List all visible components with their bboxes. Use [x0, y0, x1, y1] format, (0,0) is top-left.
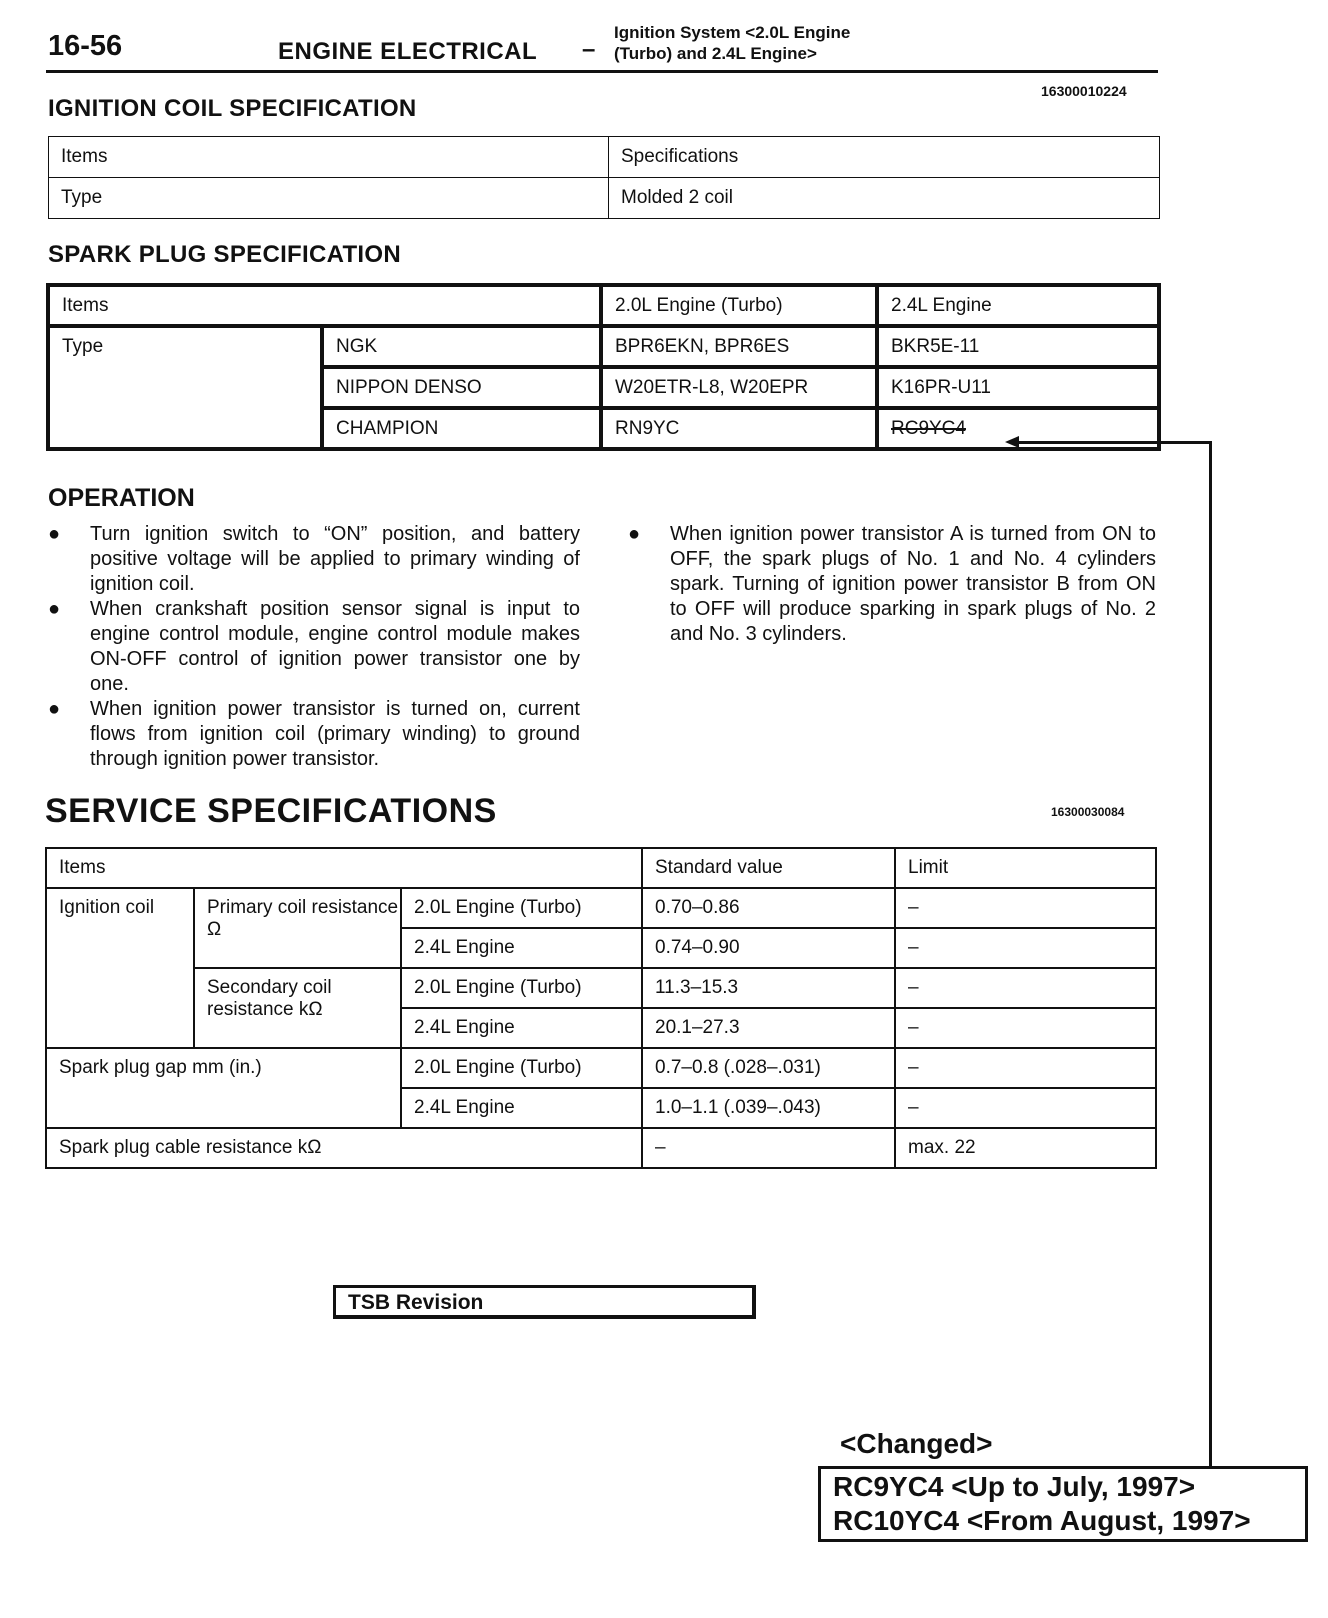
svc-limit: – — [895, 1008, 1156, 1048]
table-row — [46, 968, 1156, 1008]
svc-limit: – — [895, 928, 1156, 968]
tsb-revision-box — [333, 1285, 756, 1319]
plug-24-value: K16PR-U11 — [877, 367, 1159, 408]
changed-line-2: RC10YC4 <From August, 1997> — [833, 1505, 1251, 1536]
svc-standard: 0.74–0.90 — [642, 928, 895, 968]
operation-list-left — [48, 522, 580, 772]
list-item-text: When ignition power transistor A is turned from ON to OFF, the spark plugs of No. 1 and No. 4 cylinders spark. Turning of ignition power transistor B from ON to OFF will produce sparking in spark plugs of No. 2 and No. 3 cylinders. — [670, 523, 1156, 645]
svc-limit: – — [895, 888, 1156, 928]
svc-primary-coil: Primary coil resistance Ω — [194, 888, 401, 968]
plug-turbo-value: W20ETR-L8, W20EPR — [601, 367, 877, 408]
subsection-line-1: Ignition System <2.0L Engine — [614, 23, 851, 42]
svc-col-items: Items — [46, 848, 642, 888]
list-item-text: Turn ignition switch to “ON” position, and battery positive voltage will be applied to primary winding of ignition coil. — [90, 523, 580, 595]
plug-col-turbo: 2.0L Engine (Turbo) — [601, 285, 877, 326]
plug-spec-table — [46, 283, 1161, 451]
bullet-icon: ● — [48, 523, 61, 545]
svc-spark-gap: Spark plug gap mm (in.) — [46, 1048, 401, 1128]
list-item — [48, 597, 580, 697]
service-spec-table — [45, 847, 1157, 1169]
subsection-line-2: (Turbo) and 2.4L Engine> — [614, 44, 817, 63]
svc-limit: – — [895, 968, 1156, 1008]
svc-col-limit: Limit — [895, 848, 1156, 888]
struck-part-number: RC9YC4 — [891, 417, 966, 439]
svc-standard: 1.0–1.1 (.039–.043) — [642, 1088, 895, 1128]
svc-standard: 11.3–15.3 — [642, 968, 895, 1008]
list-item — [628, 522, 1156, 647]
leader-line-horizontal — [1015, 441, 1212, 444]
table-row — [46, 1128, 1156, 1168]
tsb-revision-label: TSB Revision — [348, 1291, 484, 1314]
coil-spec-heading: IGNITION COIL SPECIFICATION — [48, 95, 417, 122]
list-item — [48, 522, 580, 597]
plug-turbo-value: BPR6EKN, BPR6ES — [601, 326, 877, 367]
svc-ignition-coil: Ignition coil — [46, 888, 194, 1048]
subsection-title — [614, 22, 850, 64]
bullet-icon: ● — [48, 598, 61, 620]
table-row — [49, 178, 1160, 219]
svc-engine: 2.0L Engine (Turbo) — [401, 1048, 642, 1088]
page-number: 16-56 — [48, 30, 123, 62]
changed-line-1: RC9YC4 <Up to July, 1997> — [833, 1471, 1196, 1502]
header-rule — [46, 70, 1158, 73]
svc-standard: 0.7–0.8 (.028–.031) — [642, 1048, 895, 1088]
svc-engine: 2.0L Engine (Turbo) — [401, 888, 642, 928]
svc-limit: – — [895, 1088, 1156, 1128]
coil-col-specs: Specifications — [609, 137, 1160, 178]
list-item-text: When ignition power transistor is turned on, current flows from ignition coil (primary winding) to ground through ignition power transistor. — [90, 698, 580, 770]
list-item-text: When crankshaft position sensor signal is input to engine control module, engine control module makes ON-OFF control of ignition power transistor one by one. — [90, 598, 580, 695]
operation-heading: OPERATION — [48, 484, 195, 512]
svc-limit: – — [895, 1048, 1156, 1088]
changed-note-title: <Changed> — [840, 1428, 993, 1459]
svc-engine: 2.4L Engine — [401, 1088, 642, 1128]
bullet-icon: ● — [48, 698, 61, 720]
service-spec-heading: SERVICE SPECIFICATIONS — [45, 792, 497, 830]
svc-cable-resistance: Spark plug cable resistance kΩ — [46, 1128, 642, 1168]
section-dash: – — [582, 36, 596, 63]
plug-spec-heading: SPARK PLUG SPECIFICATION — [48, 241, 401, 268]
plug-col-items: Items — [48, 285, 601, 326]
plug-type-label: Type — [48, 326, 322, 449]
bullet-icon: ● — [628, 523, 641, 545]
svc-col-standard: Standard value — [642, 848, 895, 888]
plug-brand: NGK — [322, 326, 601, 367]
svc-limit: max. 22 — [895, 1128, 1156, 1168]
coil-spec-code: 16300010224 — [1041, 83, 1127, 99]
svc-standard: – — [642, 1128, 895, 1168]
svc-standard: 20.1–27.3 — [642, 1008, 895, 1048]
svc-standard: 0.70–0.86 — [642, 888, 895, 928]
table-row — [46, 848, 1156, 888]
plug-col-24: 2.4L Engine — [877, 285, 1159, 326]
svc-engine: 2.4L Engine — [401, 1008, 642, 1048]
list-item — [48, 697, 580, 772]
operation-list-right — [628, 522, 1156, 647]
table-row — [46, 1048, 1156, 1088]
section-title: ENGINE ELECTRICAL — [278, 38, 538, 65]
leader-line-vertical — [1209, 441, 1212, 1468]
service-spec-code: 16300030084 — [1051, 805, 1125, 819]
plug-brand: NIPPON DENSO — [322, 367, 601, 408]
coil-type-value: Molded 2 coil — [609, 178, 1160, 219]
plug-24-value: BKR5E-11 — [877, 326, 1159, 367]
plug-brand: CHAMPION — [322, 408, 601, 449]
svc-secondary-coil: Secondary coil resistance kΩ — [194, 968, 401, 1048]
plug-turbo-value: RN9YC — [601, 408, 877, 449]
changed-note-box — [818, 1466, 1308, 1542]
coil-col-items: Items — [49, 137, 609, 178]
coil-type-label: Type — [49, 178, 609, 219]
table-row — [46, 888, 1156, 928]
table-row — [49, 137, 1160, 178]
svc-engine: 2.4L Engine — [401, 928, 642, 968]
coil-spec-table — [48, 136, 1160, 219]
svc-engine: 2.0L Engine (Turbo) — [401, 968, 642, 1008]
table-row — [48, 326, 1159, 367]
table-row — [48, 285, 1159, 326]
